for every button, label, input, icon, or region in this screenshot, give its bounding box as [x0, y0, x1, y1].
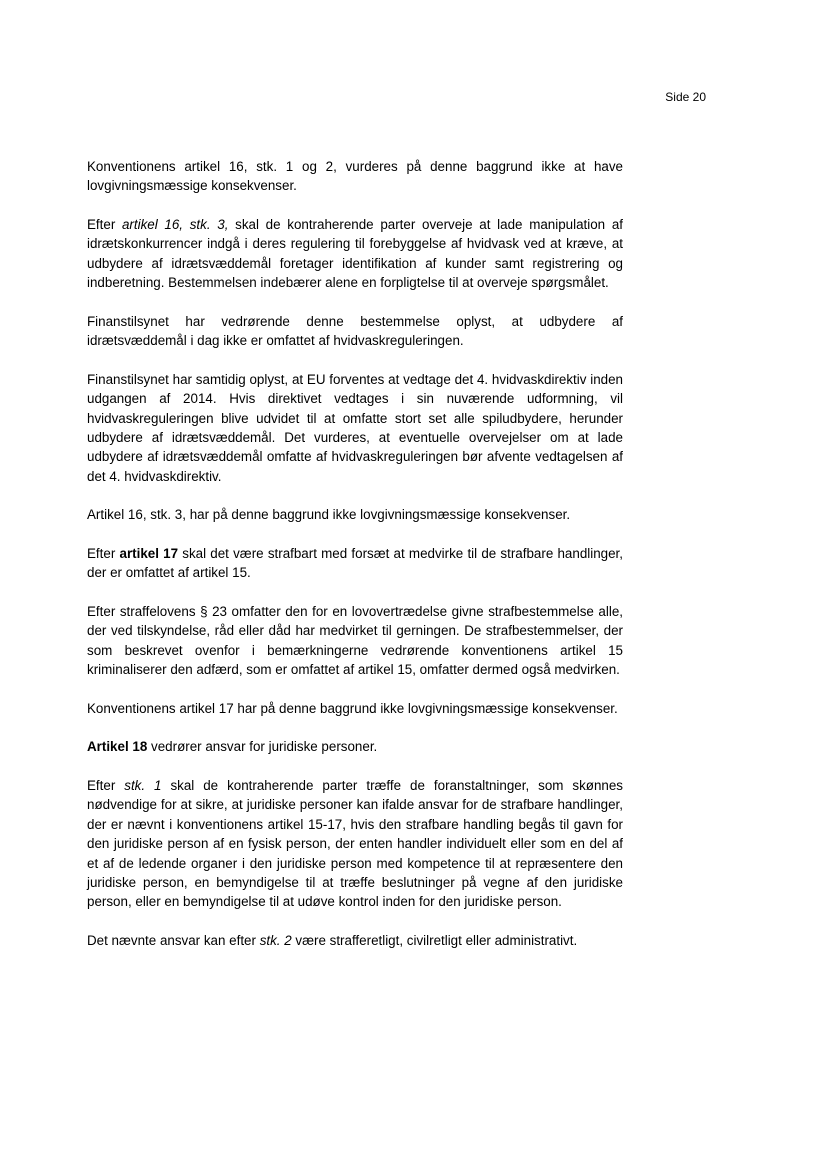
paragraph-text: skal det være strafbart med forsæt at medvirke til de strafbare handlinger, der er omfattet af artikel 15.	[87, 546, 624, 581]
article-reference: stk. 1	[124, 778, 162, 794]
paragraph	[87, 737, 623, 756]
paragraph: Efter straffelovens § 23 omfatter den for en lovovertrædelse givne strafbestemmelse alle, der ved tilskyndelse, råd eller dåd har medvirket til gerningen. De strafbestemmelser, der som beskrevet ovenfor i bemærkningerne vedrørende konventionens artikel 15 kriminaliserer den adfærd, som er omfattet af artikel 15, omfatter dermed også medvirken.	[87, 604, 623, 678]
document-body	[87, 157, 623, 950]
paragraph	[87, 931, 623, 950]
paragraph-text: skal de kontraherende parter overveje at lade manipulation af idrætskonkurrencer indgå i deres regulering til forebyggelse af hvidvask ved at kræve, at udbydere af idrætsvæddemål foretager identifikation af kunder samt registrering og indberetning. Bestemmelsen indebærer alene en forpligtelse til at overveje spørgsmålet.	[87, 217, 624, 291]
paragraph-text: vedrører ansvar for juridiske personer.	[147, 739, 378, 755]
article-reference: stk. 2	[259, 933, 292, 949]
article-heading: Artikel 18	[87, 739, 148, 755]
paragraph-lead: Efter	[87, 778, 125, 794]
paragraph: Finanstilsynet har vedrørende denne bestemmelse oplyst, at udbydere af idrætsvæddemål i dag ikke er omfattet af hvidvaskreguleringen.	[87, 313, 623, 349]
paragraph-text: skal de kontraherende parter træffe de foranstaltninger, som skønnes nødvendige for at sikre, at juridiske personer kan ifalde ansvar for de strafbare handlinger, der er nævnt i konventionens artikel 15-17, hvis den strafbare handling begås til gavn for den juridiske person af en fysisk person, der enten handler individuelt eller som en del af et af de ledende organer i den juridiske person med kompetence til at repræsentere den juridiske person, en bemyndigelse til at træffe beslutninger på vegne af den juridiske person, eller en bemyndigelse til at udøve kontrol inden for den juridiske person.	[87, 778, 624, 910]
paragraph-lead: Efter	[87, 546, 120, 562]
article-heading: artikel 17	[119, 546, 179, 562]
article-reference: artikel 16, stk. 3,	[121, 217, 229, 232]
paragraph: Konventionens artikel 16, stk. 1 og 2, vurderes på denne baggrund ikke at have lovgivningsmæssige konsekvenser.	[87, 159, 623, 194]
paragraph-lead: Det nævnte ansvar kan efter	[87, 933, 260, 949]
paragraph	[87, 215, 623, 293]
page-number: Side 20	[665, 90, 706, 104]
paragraph-lead: Efter	[87, 217, 122, 232]
paragraph: Artikel 16, stk. 3, har på denne baggrund ikke lovgivningsmæssige konsekvenser.	[87, 507, 571, 523]
paragraph	[87, 544, 623, 583]
paragraph: Finanstilsynet har samtidig oplyst, at EU forventes at vedtage det 4. hvidvaskdirektiv inden udgangen af 2014. Hvis direktivet vedtages i sin nuværende udformning, vil hvidvaskreguleringen blive udvidet til at omfatte stort set alle spiludbydere, herunder udbydere af idrætsvæddemål. Det vurderes, at eventuelle overvejelser om at lade udbydere af idrætsvæddemål omfatte af hvidvaskreguleringen bør afvente vedtagelsen af det 4. hvidvaskdirektiv.	[87, 371, 623, 484]
paragraph	[87, 776, 623, 912]
paragraph-text: være strafferetligt, civilretligt eller administrativt.	[291, 933, 578, 949]
paragraph: Konventionens artikel 17 har på denne baggrund ikke lovgivningsmæssige konsekvenser.	[87, 700, 618, 716]
